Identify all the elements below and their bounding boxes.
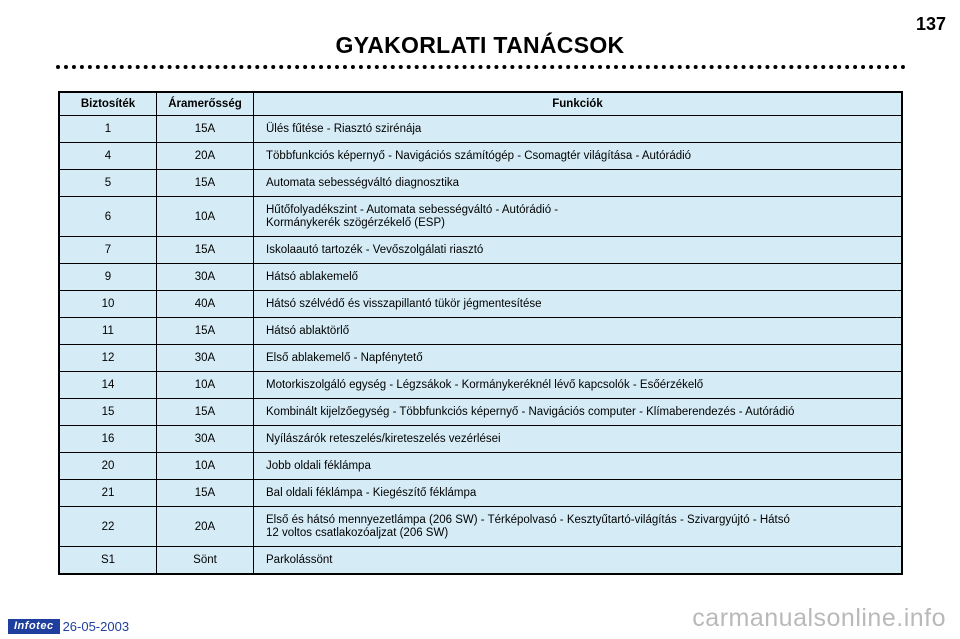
- function-cell: Hátsó ablakemelő: [254, 264, 903, 291]
- fuse-table: [58, 91, 903, 575]
- amperage-cell: 10A: [157, 453, 254, 480]
- table-row: [59, 547, 902, 575]
- function-cell: Ülés fűtése - Riasztó szirénája: [254, 116, 903, 143]
- function-cell: Többfunkciós képernyő - Navigációs számítógép - Csomagtér világítása - Autórádió: [254, 143, 903, 170]
- amperage-cell: 30A: [157, 345, 254, 372]
- function-cell: Automata sebességváltó diagnosztika: [254, 170, 903, 197]
- fuse-cell: 7: [59, 237, 157, 264]
- amperage-cell: 30A: [157, 264, 254, 291]
- dotted-divider: [56, 65, 906, 69]
- fuse-cell: 16: [59, 426, 157, 453]
- footer: [8, 619, 129, 634]
- fuse-cell: 9: [59, 264, 157, 291]
- table-row: [59, 507, 902, 547]
- table-row: [59, 426, 902, 453]
- amperage-cell: 15A: [157, 237, 254, 264]
- column-header-fuse: Biztosíték: [59, 92, 157, 116]
- amperage-cell: 15A: [157, 480, 254, 507]
- amperage-cell: 10A: [157, 197, 254, 237]
- table-row: [59, 480, 902, 507]
- table-row: [59, 116, 902, 143]
- function-cell: Hűtőfolyadékszint - Automata sebességváltó - Autórádió - Kormánykerék szögérzékelő (ESP): [254, 197, 903, 237]
- infotec-logo: Infotec: [8, 619, 60, 634]
- fuse-cell: 1: [59, 116, 157, 143]
- table-row: [59, 399, 902, 426]
- fuse-cell: 12: [59, 345, 157, 372]
- table-body: [59, 116, 902, 575]
- table-row: [59, 237, 902, 264]
- table-row: [59, 345, 902, 372]
- amperage-cell: 10A: [157, 372, 254, 399]
- amperage-cell: 40A: [157, 291, 254, 318]
- column-header-amperage: Áramerősség: [157, 92, 254, 116]
- footer-date: 26-05-2003: [62, 619, 130, 634]
- fuse-cell: 11: [59, 318, 157, 345]
- fuse-cell: 4: [59, 143, 157, 170]
- fuse-cell: 5: [59, 170, 157, 197]
- table-row: [59, 453, 902, 480]
- amperage-cell: 15A: [157, 116, 254, 143]
- table-row: [59, 170, 902, 197]
- function-cell: Első ablakemelő - Napfénytető: [254, 345, 903, 372]
- fuse-cell: 6: [59, 197, 157, 237]
- fuse-cell: 20: [59, 453, 157, 480]
- fuse-cell: 15: [59, 399, 157, 426]
- function-cell: Iskolaautó tartozék - Vevőszolgálati riasztó: [254, 237, 903, 264]
- fuse-cell: 21: [59, 480, 157, 507]
- function-cell: Kombinált kijelzőegység - Többfunkciós képernyő - Navigációs computer - Klímaberendezés - Autórádió: [254, 399, 903, 426]
- amperage-cell: Sönt: [157, 547, 254, 575]
- amperage-cell: 15A: [157, 318, 254, 345]
- table-row: [59, 318, 902, 345]
- function-cell: Hátsó ablaktörlő: [254, 318, 903, 345]
- table-row: [59, 372, 902, 399]
- function-cell: Jobb oldali féklámpa: [254, 453, 903, 480]
- page-number: 137: [915, 14, 946, 34]
- amperage-cell: 20A: [157, 507, 254, 547]
- function-cell: Nyílászárók reteszelés/kireteszelés vezérlései: [254, 426, 903, 453]
- amperage-cell: 15A: [157, 170, 254, 197]
- function-cell: Hátsó szélvédő és visszapillantó tükör jégmentesítése: [254, 291, 903, 318]
- amperage-cell: 15A: [157, 399, 254, 426]
- fuse-cell: 22: [59, 507, 157, 547]
- page-title: GYAKORLATI TANÁCSOK: [335, 32, 625, 58]
- function-cell: Bal oldali féklámpa - Kiegészítő féklámpa: [254, 480, 903, 507]
- table-row: [59, 197, 902, 237]
- function-cell: Első és hátsó mennyezetlámpa (206 SW) - Térképolvasó - Kesztyűtartó-világítás - Szivargyújtó - Hátsó 12 voltos csatlakozóaljzat (206 SW): [254, 507, 903, 547]
- fuse-cell: 14: [59, 372, 157, 399]
- table-header-row: [59, 92, 902, 116]
- fuse-cell: 10: [59, 291, 157, 318]
- amperage-cell: 30A: [157, 426, 254, 453]
- function-cell: Parkolássönt: [254, 547, 903, 575]
- amperage-cell: 20A: [157, 143, 254, 170]
- column-header-functions: Funkciók: [254, 92, 903, 116]
- table-row: [59, 291, 902, 318]
- fuse-cell: S1: [59, 547, 157, 575]
- watermark: carmanualsonline.info: [692, 604, 946, 632]
- table-row: [59, 143, 902, 170]
- function-cell: Motorkiszolgáló egység - Légzsákok - Kormánykeréknél lévő kapcsolók - Esőérzékelő: [254, 372, 903, 399]
- table-row: [59, 264, 902, 291]
